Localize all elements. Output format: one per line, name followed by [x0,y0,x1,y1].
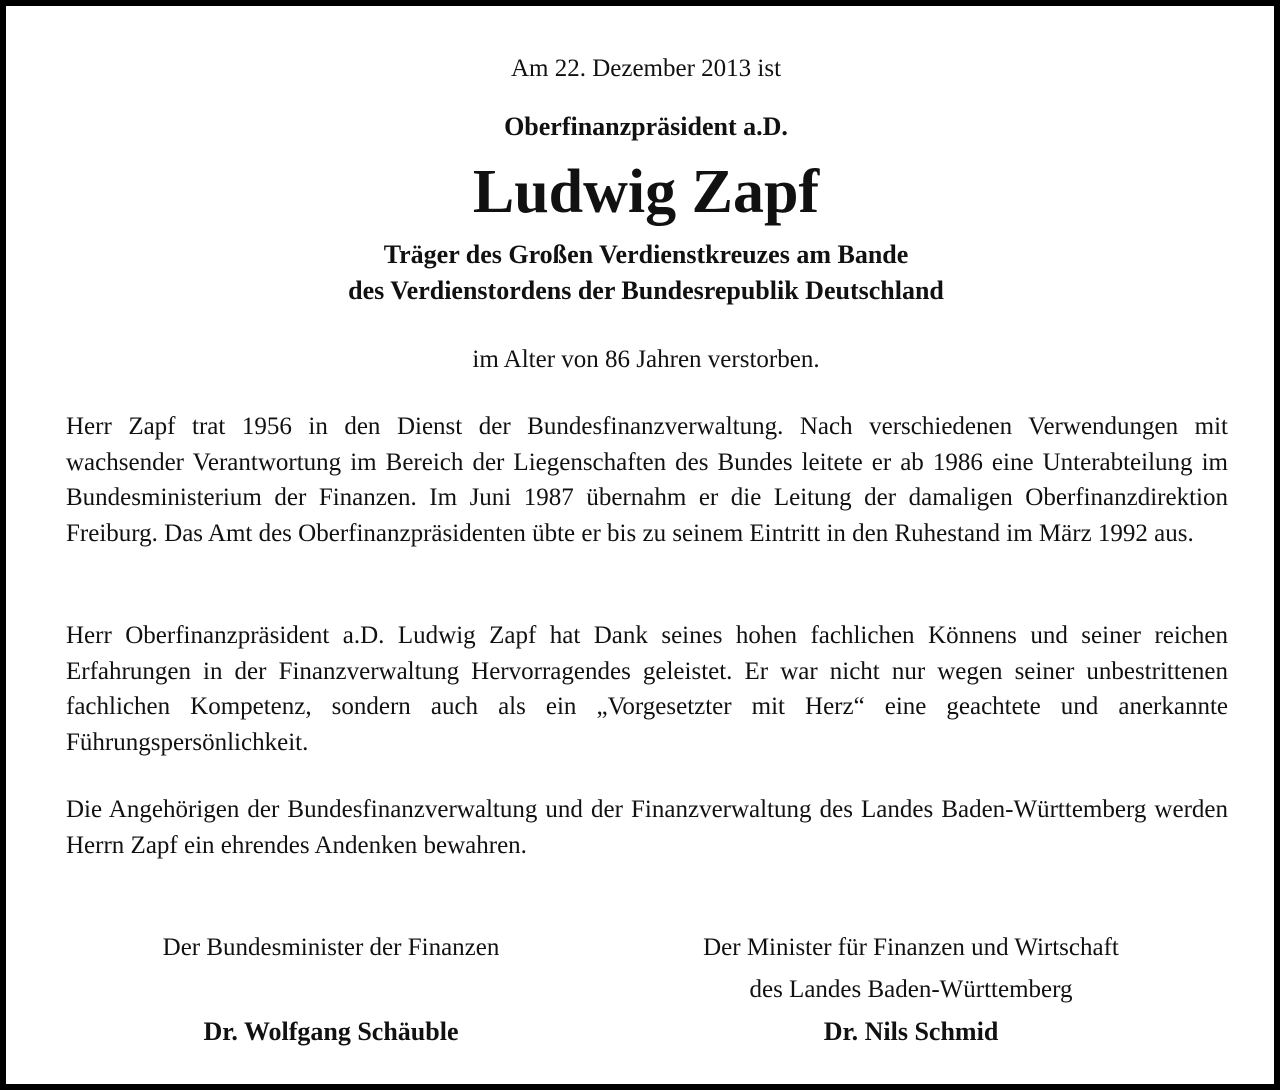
signature-title-line: des Landes Baden-Württemberg [749,976,1073,1003]
signature-right-title [646,927,1176,1011]
signature-title-line: Der Bundesminister der Finanzen [162,934,500,961]
tribute-paragraph: Herr Oberfinanzpräsident a.D. Ludwig Zapf hat Dank seines hohen fachlichen Könnens und seiner reichen Erfahrungen in der Finanzverwaltung Hervorragendes geleistet. Er war nicht nur wegen seiner unbestrittenen fachlichen Kompetenz, sondern auch als ein „Vorgesetzter mit Herz“ eine geachtete und anerkannte Führungspersönlichkeit. [66,622,1228,756]
deceased-rank: Oberfinanzpräsident a.D. [504,112,788,141]
signatory-right-name: Dr. Nils Schmid [823,1017,999,1046]
closing-paragraph: Die Angehörigen der Bundesfinanzverwaltung und der Finanzverwaltung des Landes Baden-Württemberg werden Herrn Zapf ein ehrendes Andenken bewahren. [66,796,1228,859]
deceased-name: Ludwig Zapf [472,158,820,226]
biography-paragraph: Herr Zapf trat 1956 in den Dienst der Bundesfinanzverwaltung. Nach verschiedenen Verwendungen mit wachsender Verantwortung im Bereich der Liegenschaften des Bundes leitete er ab 1986 eine Unterabteilung im Bundesministerium der Finanzen. Im Juni 1987 übernahm er die Leitung der damaligen Oberfinanzdirektion Freiburg. Das Amt des Oberfinanzpräsidenten übte er bis zu seinem Eintritt in den Ruhestand im März 1992 aus. [66,413,1228,547]
award-line: des Verdienstordens der Bundesrepublik Deutschland [348,276,944,305]
intro-line: Am 22. Dezember 2013 ist [510,55,782,82]
age-line: im Alter von 86 Jahren verstorben. [472,346,820,373]
award-block [6,237,1280,309]
signatory-left-name: Dr. Wolfgang Schäuble [203,1017,459,1046]
award-line: Träger des Großen Verdienstkreuzes am Bande [383,240,909,269]
signature-left-title [126,927,536,969]
signature-title-line: Der Minister für Finanzen und Wirtschaft [703,934,1119,961]
